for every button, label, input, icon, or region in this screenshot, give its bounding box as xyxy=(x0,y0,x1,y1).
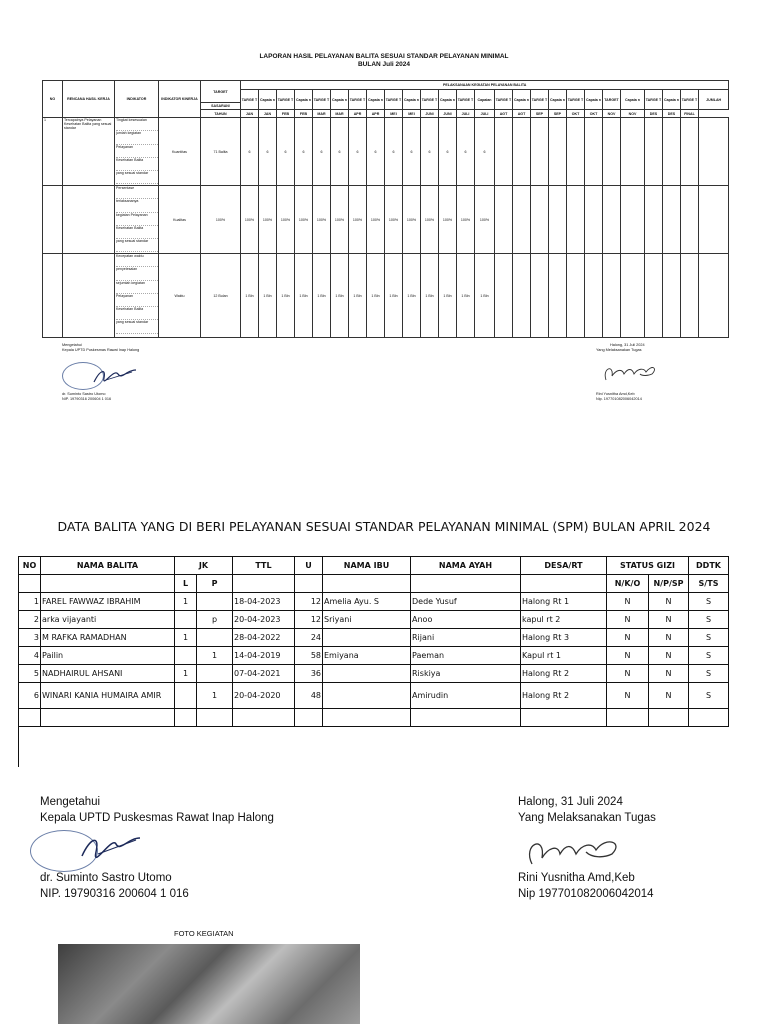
col-sub-24: TARGE T xyxy=(681,90,699,110)
row-value xyxy=(645,118,663,186)
row-nama: Pailin xyxy=(41,647,175,665)
row-no: 1 xyxy=(19,593,41,611)
row-u: 12 xyxy=(295,611,323,629)
row-target: 12 Bulan xyxy=(201,254,241,338)
row-value: 6 xyxy=(403,118,421,186)
row-npsp: N xyxy=(649,629,689,647)
row-value xyxy=(663,254,681,338)
row-u: 48 xyxy=(295,683,323,709)
row-sts: S xyxy=(689,629,729,647)
row-value xyxy=(549,186,567,254)
table-row xyxy=(43,186,729,254)
row-npsp: N xyxy=(649,611,689,629)
row-value: 6 xyxy=(349,118,367,186)
col-sub-16: TARGE T xyxy=(531,90,549,110)
row-ayah: Rijani xyxy=(411,629,521,647)
table-border xyxy=(18,711,19,767)
row-ayah: Anoo xyxy=(411,611,521,629)
col-month-6: APR xyxy=(349,110,367,118)
row-nama: FAREL FAWWAZ IBRAHIM xyxy=(41,593,175,611)
row-value: 100% xyxy=(349,186,367,254)
row-desa: Halong Rt 2 xyxy=(521,665,607,683)
col-sub-1: Capaia n xyxy=(259,90,277,110)
row-p xyxy=(197,665,233,683)
row-value: 1 Bln xyxy=(259,254,277,338)
row-no xyxy=(43,254,63,338)
table-row xyxy=(43,254,729,338)
row-indikator xyxy=(115,118,159,186)
indikator-line: jumlah kegiatan xyxy=(116,131,158,144)
row-l xyxy=(175,611,197,629)
row-ayah: Paeman xyxy=(411,647,521,665)
row-value: 1 Bln xyxy=(403,254,421,338)
sign-left-nip: NIP. 19790316 200604 1 016 xyxy=(62,397,112,401)
row-value xyxy=(531,186,549,254)
row-ibu xyxy=(323,665,411,683)
indikator-line: Pelayanan xyxy=(116,294,158,307)
row-value: 100% xyxy=(421,186,439,254)
col-sts: S/TS xyxy=(689,575,729,593)
balita-table xyxy=(18,556,729,727)
sign-left-known: Mengetahui xyxy=(40,796,101,808)
col-sub-6: TARGE T xyxy=(349,90,367,110)
row-value xyxy=(495,186,513,254)
col-sub-9: Capaia n xyxy=(403,90,421,110)
row-kinerja: Kualitas xyxy=(159,186,201,254)
col-nama-ayah: NAMA AYAH xyxy=(411,557,521,575)
row-value xyxy=(567,254,585,338)
row-value: 100% xyxy=(313,186,331,254)
col-sub-14: TARGE T xyxy=(495,90,513,110)
row-target: 100% xyxy=(201,186,241,254)
row-value xyxy=(699,118,729,186)
row-value xyxy=(699,254,729,338)
row-value: 1 Bln xyxy=(295,254,313,338)
sign-right-name: Rini Yusnitha Amd,Keb xyxy=(518,872,635,884)
col-month-8: MEI xyxy=(385,110,403,118)
row-value xyxy=(681,186,699,254)
row-nko: N xyxy=(607,611,649,629)
col-month-11: JUNI xyxy=(439,110,457,118)
row-value: 6 xyxy=(475,118,495,186)
row-nko: N xyxy=(607,629,649,647)
row-value xyxy=(585,186,603,254)
col-sub-22: TARGE T xyxy=(645,90,663,110)
row-l: 1 xyxy=(175,665,197,683)
col-month-4: MAR xyxy=(313,110,331,118)
row-sts: S xyxy=(689,611,729,629)
row-ibu: Amelia Ayu. S xyxy=(323,593,411,611)
sign-left-name: dr. Suminto Sastro Utomo xyxy=(40,872,172,884)
row-value: 1 Bln xyxy=(313,254,331,338)
row-ibu: Emiyana xyxy=(323,647,411,665)
row-value: 100% xyxy=(259,186,277,254)
row-value: 1 Bln xyxy=(331,254,349,338)
row-value xyxy=(549,254,567,338)
sign-right-nip: Nip 197701082006042014 xyxy=(518,888,654,900)
activity-photo xyxy=(58,944,360,1024)
row-value: 6 xyxy=(313,118,331,186)
col-sub-10: TARGE T xyxy=(421,90,439,110)
table-row xyxy=(19,611,729,629)
row-value: 6 xyxy=(385,118,403,186)
row-value xyxy=(513,254,531,338)
col-l: L xyxy=(175,575,197,593)
sign-right-position: Yang Melaksanakan Tugas xyxy=(518,812,656,824)
col-sub-21: Capaia n xyxy=(621,90,645,110)
row-value xyxy=(495,118,513,186)
row-rencana xyxy=(63,186,115,254)
row-value xyxy=(621,118,645,186)
sign-left-known: Mengetahui xyxy=(62,343,82,347)
indikator-line: Tingkat kesesuaian xyxy=(116,118,158,131)
report-title-line2: BULAN Juli 2024 xyxy=(357,61,411,68)
col-month-3: FEB xyxy=(295,110,313,118)
signature-icon xyxy=(80,830,142,862)
row-value xyxy=(663,118,681,186)
row-l: 1 xyxy=(175,593,197,611)
row-ttl: 28-04-2022 xyxy=(233,629,295,647)
row-l xyxy=(175,647,197,665)
row-value xyxy=(621,186,645,254)
col-u: U xyxy=(295,557,323,575)
table-row-empty xyxy=(19,709,729,727)
row-value: 100% xyxy=(331,186,349,254)
table-row xyxy=(19,647,729,665)
row-ttl: 07-04-2021 xyxy=(233,665,295,683)
indikator-line: Persentase xyxy=(116,186,158,199)
row-indikator xyxy=(115,186,159,254)
row-l: 1 xyxy=(175,629,197,647)
balita-sign-right xyxy=(518,794,656,826)
row-indikator xyxy=(115,254,159,338)
col-month-13: JULI xyxy=(475,110,495,118)
row-value: 6 xyxy=(439,118,457,186)
col-p: P xyxy=(197,575,233,593)
col-jumlah: JUMLAH xyxy=(699,90,729,110)
row-value xyxy=(603,186,621,254)
row-value: 100% xyxy=(367,186,385,254)
row-u: 36 xyxy=(295,665,323,683)
row-value: 100% xyxy=(295,186,313,254)
col-ttl: TTL xyxy=(233,557,295,575)
indikator-line: Pelayanan xyxy=(116,145,158,158)
sign-left-position: Kepala UPTD Puskesmas Rawat Inap Halong xyxy=(40,812,274,824)
sign-right-name: Rini Yusnitha Amd,Keb xyxy=(596,392,635,396)
balita-sign-left xyxy=(40,794,274,826)
row-value: 6 xyxy=(241,118,259,186)
col-sub-8: TARGE T xyxy=(385,90,403,110)
row-kinerja: Kuantitas xyxy=(159,118,201,186)
col-final: FINAL xyxy=(681,110,699,118)
row-value xyxy=(567,118,585,186)
row-ibu xyxy=(323,629,411,647)
report-sign-left xyxy=(62,343,139,353)
row-desa: Halong Rt 2 xyxy=(521,683,607,709)
col-nko: N/K/O xyxy=(607,575,649,593)
col-month-22: DES xyxy=(645,110,663,118)
row-no: 4 xyxy=(19,647,41,665)
row-value: 1 Bln xyxy=(457,254,475,338)
row-value xyxy=(681,118,699,186)
row-value xyxy=(513,186,531,254)
report-title-line1: LAPORAN HASIL PELAYANAN BALITA SESUAI STANDAR PELAYANAN MINIMAL xyxy=(259,53,509,60)
col-ddtk: DDTK xyxy=(689,557,729,575)
row-p xyxy=(197,629,233,647)
row-u: 58 xyxy=(295,647,323,665)
row-nko: N xyxy=(607,683,649,709)
row-no: 5 xyxy=(19,665,41,683)
row-value: 100% xyxy=(457,186,475,254)
indikator-line: yang sesuai standar xyxy=(116,171,158,184)
col-month-20: NOV xyxy=(603,110,621,118)
row-value xyxy=(585,254,603,338)
table-row xyxy=(43,118,729,186)
col-sub-23: Capaia n xyxy=(663,90,681,110)
col-month-19: OKT xyxy=(585,110,603,118)
col-jk: JK xyxy=(175,557,233,575)
row-npsp: N xyxy=(649,683,689,709)
row-value: 6 xyxy=(367,118,385,186)
row-ttl: 14-04-2019 xyxy=(233,647,295,665)
row-value xyxy=(645,186,663,254)
row-p xyxy=(197,593,233,611)
col-status-gizi: STATUS GIZI xyxy=(607,557,689,575)
row-nama: M RAFKA RAMADHAN xyxy=(41,629,175,647)
col-month-17: SEP xyxy=(549,110,567,118)
row-no xyxy=(43,186,63,254)
indikator-line: penyelesaian xyxy=(116,267,158,280)
row-npsp: N xyxy=(649,593,689,611)
col-month-10: JUNI xyxy=(421,110,439,118)
row-value xyxy=(603,254,621,338)
row-ibu xyxy=(323,683,411,709)
row-value: 100% xyxy=(439,186,457,254)
row-value xyxy=(621,254,645,338)
row-value xyxy=(531,254,549,338)
indikator-line: yang sesuai standar xyxy=(116,239,158,252)
sign-right-position: Yang Melaksanakan Tugas xyxy=(596,348,642,352)
row-npsp: N xyxy=(649,665,689,683)
row-value xyxy=(585,118,603,186)
row-no: 1 xyxy=(43,118,63,186)
row-u: 12 xyxy=(295,593,323,611)
row-rencana: Tercapainya Pelayanan Kesehatan Balita yang sesuai standar xyxy=(63,118,115,186)
row-value xyxy=(603,118,621,186)
col-month-0: JAN xyxy=(241,110,259,118)
row-value xyxy=(513,118,531,186)
table-row xyxy=(19,593,729,611)
row-ayah: Amirudin xyxy=(411,683,521,709)
row-desa: Halong Rt 1 xyxy=(521,593,607,611)
row-rencana xyxy=(63,254,115,338)
row-target: 71 Balita xyxy=(201,118,241,186)
row-p: 1 xyxy=(197,683,233,709)
row-ttl: 20-04-2020 xyxy=(233,683,295,709)
row-value: 100% xyxy=(403,186,421,254)
indikator-line: Kesehatan Balita xyxy=(116,226,158,239)
sign-right-date: Halong, 31 Juli 2024 xyxy=(518,796,623,808)
row-value xyxy=(549,118,567,186)
indikator-line: terlaksananya xyxy=(116,199,158,212)
row-no: 6 xyxy=(19,683,41,709)
col-month-7: APR xyxy=(367,110,385,118)
col-month-15: AGT xyxy=(513,110,531,118)
col-sasaran: SASARAN/ xyxy=(201,103,241,110)
col-indikator-kinerja: INDIKATOR KINERJA xyxy=(159,81,201,118)
row-value: 6 xyxy=(295,118,313,186)
sign-left-position: Kepala UPTD Puskesmas Rawat Inap Halong xyxy=(62,348,140,352)
row-nama: NADHAIRUL AHSANI xyxy=(41,665,175,683)
row-value: 1 Bln xyxy=(421,254,439,338)
col-sub-15: Capaia n xyxy=(513,90,531,110)
indikator-line: yang sesuai standar xyxy=(116,320,158,333)
row-nko: N xyxy=(607,647,649,665)
row-ttl: 20-04-2023 xyxy=(233,611,295,629)
col-sub-18: TARGE T xyxy=(567,90,585,110)
row-sts: S xyxy=(689,683,729,709)
col-sub-20: TARGET xyxy=(603,90,621,110)
signature-icon xyxy=(520,830,632,870)
table-row xyxy=(19,683,729,709)
row-value: 1 Bln xyxy=(277,254,295,338)
row-nko: N xyxy=(607,593,649,611)
report-title xyxy=(0,53,768,69)
col-month-1: JAN xyxy=(259,110,277,118)
indikator-line: Kecepatan waktu xyxy=(116,254,158,267)
col-nama-balita: NAMA BALITA xyxy=(41,557,175,575)
row-value: 1 Bln xyxy=(439,254,457,338)
row-value xyxy=(681,254,699,338)
row-value: 6 xyxy=(259,118,277,186)
col-month-12: JULI xyxy=(457,110,475,118)
signature-icon xyxy=(600,360,660,386)
row-kinerja: Waktu xyxy=(159,254,201,338)
col-month-14: AGT xyxy=(495,110,513,118)
row-value: 1 Bln xyxy=(241,254,259,338)
col-sub-13: Capaian xyxy=(475,90,495,110)
row-value: 1 Bln xyxy=(475,254,495,338)
col-month-23: DES xyxy=(663,110,681,118)
sign-left-name: dr. Suminto Sastro Utomo xyxy=(62,392,106,396)
row-value xyxy=(663,186,681,254)
row-desa: Kapul rt 1 xyxy=(521,647,607,665)
row-nama: arka vijayanti xyxy=(41,611,175,629)
row-no: 3 xyxy=(19,629,41,647)
row-value: 6 xyxy=(277,118,295,186)
row-nama: WINARI KANIA HUMAIRA AMIR xyxy=(41,683,175,709)
col-no: NO xyxy=(43,81,63,118)
row-ibu: Sriyani xyxy=(323,611,411,629)
row-sts: S xyxy=(689,665,729,683)
row-value: 1 Bln xyxy=(367,254,385,338)
col-desa: DESA/RT xyxy=(521,557,607,575)
col-month-5: MAR xyxy=(331,110,349,118)
row-ayah: Riskiya xyxy=(411,665,521,683)
row-sts: S xyxy=(689,593,729,611)
row-value xyxy=(531,118,549,186)
row-nko: N xyxy=(607,665,649,683)
row-value xyxy=(645,254,663,338)
balita-title: DATA BALITA YANG DI BERI PELAYANAN SESUAI STANDAR PELAYANAN MINIMAL (SPM) BULAN APRIL 2024 xyxy=(57,519,711,534)
indikator-line: Kesehatan Balita xyxy=(116,307,158,320)
col-sub-4: TARGE T xyxy=(313,90,331,110)
col-rencana: RENCANA HASIL KERJA xyxy=(63,81,115,118)
row-desa: Halong Rt 3 xyxy=(521,629,607,647)
indikator-line: Kesehatan Balita xyxy=(116,158,158,171)
col-npsp: N/P/SP xyxy=(649,575,689,593)
col-sub-0: TARGE T xyxy=(241,90,259,110)
table-row xyxy=(19,665,729,683)
row-p: 1 xyxy=(197,647,233,665)
photo-caption: FOTO KEGIATAN xyxy=(174,929,234,938)
row-npsp: N xyxy=(649,647,689,665)
report-sign-right xyxy=(596,343,706,353)
row-no: 2 xyxy=(19,611,41,629)
row-ttl: 18-04-2023 xyxy=(233,593,295,611)
row-value: 100% xyxy=(475,186,495,254)
col-month-16: SEP xyxy=(531,110,549,118)
col-sub-19: Capaia n xyxy=(585,90,603,110)
col-sub-11: Capaia n xyxy=(439,90,457,110)
col-sub-2: TARGE T xyxy=(277,90,295,110)
row-value: 100% xyxy=(277,186,295,254)
col-nama-ibu: NAMA IBU xyxy=(323,557,411,575)
signature-icon xyxy=(92,364,138,386)
row-value: 1 Bln xyxy=(349,254,367,338)
col-sub-3: Capaia n xyxy=(295,90,313,110)
row-value: 6 xyxy=(331,118,349,186)
indikator-line: sejumlah kegiatan xyxy=(116,281,158,294)
table-row xyxy=(19,629,729,647)
row-value: 6 xyxy=(457,118,475,186)
row-value: 100% xyxy=(241,186,259,254)
report-table xyxy=(42,80,729,338)
row-value: 6 xyxy=(421,118,439,186)
col-tahun: TAHUN xyxy=(201,110,241,118)
col-sub-12: TARGE T xyxy=(457,90,475,110)
sign-right-nip: Nip. 197701082006042014 xyxy=(596,397,642,401)
row-p: p xyxy=(197,611,233,629)
indikator-line: kegiatan Pelayanan xyxy=(116,213,158,226)
sign-left-nip: NIP. 19790316 200604 1 016 xyxy=(40,888,189,900)
row-value xyxy=(567,186,585,254)
row-value: 1 Bln xyxy=(385,254,403,338)
row-value: 100% xyxy=(385,186,403,254)
col-no: NO xyxy=(19,557,41,575)
col-month-2: FEB xyxy=(277,110,295,118)
row-ayah: Dede Yusuf xyxy=(411,593,521,611)
col-month-18: OKT xyxy=(567,110,585,118)
col-sub-7: Capaia n xyxy=(367,90,385,110)
col-target: TARGET xyxy=(201,81,241,103)
col-month-21: NOV xyxy=(621,110,645,118)
row-value xyxy=(699,186,729,254)
col-pelaksanaan: PELAKSANAAN KEGIATAN PELAYANAN BALITA xyxy=(241,81,729,90)
col-sub-5: Capaia n xyxy=(331,90,349,110)
row-sts: S xyxy=(689,647,729,665)
col-sub-17: Capaia n xyxy=(549,90,567,110)
sign-right-date: Halong, 31 Juli 2024 xyxy=(610,343,645,347)
col-month-9: MEI xyxy=(403,110,421,118)
row-value xyxy=(495,254,513,338)
col-indikator: INDIKATOR xyxy=(115,81,159,118)
row-u: 24 xyxy=(295,629,323,647)
row-l xyxy=(175,683,197,709)
row-desa: kapul rt 2 xyxy=(521,611,607,629)
